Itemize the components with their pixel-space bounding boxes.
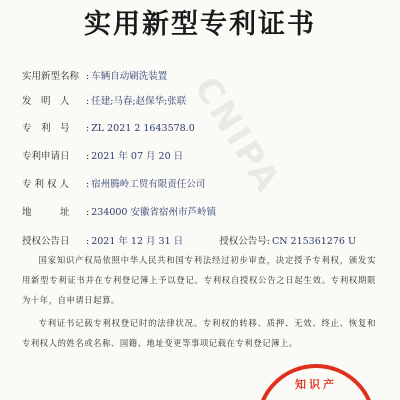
- field-value: 任建;马春;赵保华;张联: [91, 96, 187, 107]
- official-seal: [256, 364, 376, 400]
- field-patentee: 专 利 权 人 : 宿州腾岭工贸有限责任公司: [22, 176, 205, 190]
- field-value: 2021 年 12 月 31 日: [91, 236, 184, 247]
- field-label: 专 利 权 人: [22, 179, 70, 190]
- field-label: 地 址: [22, 207, 70, 218]
- seal-text: 知识产: [295, 378, 337, 391]
- field-value: 车辆自动刷洗装置: [91, 71, 168, 82]
- legal-status-paragraph: 专利证书记载专利权登记时的法律状况。专利权的转移、质押、无效、终止、恢复和专利权人的姓名或名称、国籍、地址变更等事项记载在专利登记簿上。: [22, 318, 376, 348]
- field-value: ZL 2021 2 1643578.0: [91, 123, 195, 134]
- field-application-date: 专利申请日 : 2021 年 07 月 20 日: [22, 148, 183, 162]
- cnipa-watermark: CNIPA: [186, 70, 289, 201]
- field-value: 宿州腾岭工贸有限责任公司: [91, 179, 206, 190]
- field-address: 地 址 : 234000 安徽省宿州市芦岭镇: [22, 204, 216, 218]
- field-value: CN 215361276 U: [271, 236, 356, 247]
- field-label: 专 利 号: [22, 123, 70, 134]
- field-grant-date: 授权公告日 : 2021 年 12 月 31 日 授权公告号: CN 215361276 U: [22, 233, 356, 247]
- grant-statement-paragraph: 国家知识产权局依照中华人民共和国专利法经过初步审查，决定授予专利权，颁发实用新型专利证书并在专利登记簿上予以登记。专利权自授权公告之日起生效。专利权期限为十年，自申请日起算。: [22, 255, 376, 305]
- field-label: 授权公告日: [22, 236, 70, 247]
- field-label: 专利申请日: [22, 151, 70, 162]
- certificate-title: 实用新型专利证书: [84, 9, 316, 40]
- field-patent-number: 专 利 号 : ZL 2021 2 1643578.0: [22, 120, 195, 134]
- field-utility-model-name: 实用新型名称 : 车辆自动刷洗装置: [22, 68, 167, 82]
- field-label: 发 明 人: [22, 96, 70, 107]
- field-inventors: 发 明 人 : 任建;马春;赵保华;张联: [22, 93, 186, 107]
- field-label: 授权公告号: [219, 236, 267, 247]
- field-value: 2021 年 07 月 20 日: [91, 151, 184, 162]
- field-value: 234000 安徽省宿州市芦岭镇: [91, 207, 216, 218]
- field-label: 实用新型名称: [22, 71, 80, 82]
